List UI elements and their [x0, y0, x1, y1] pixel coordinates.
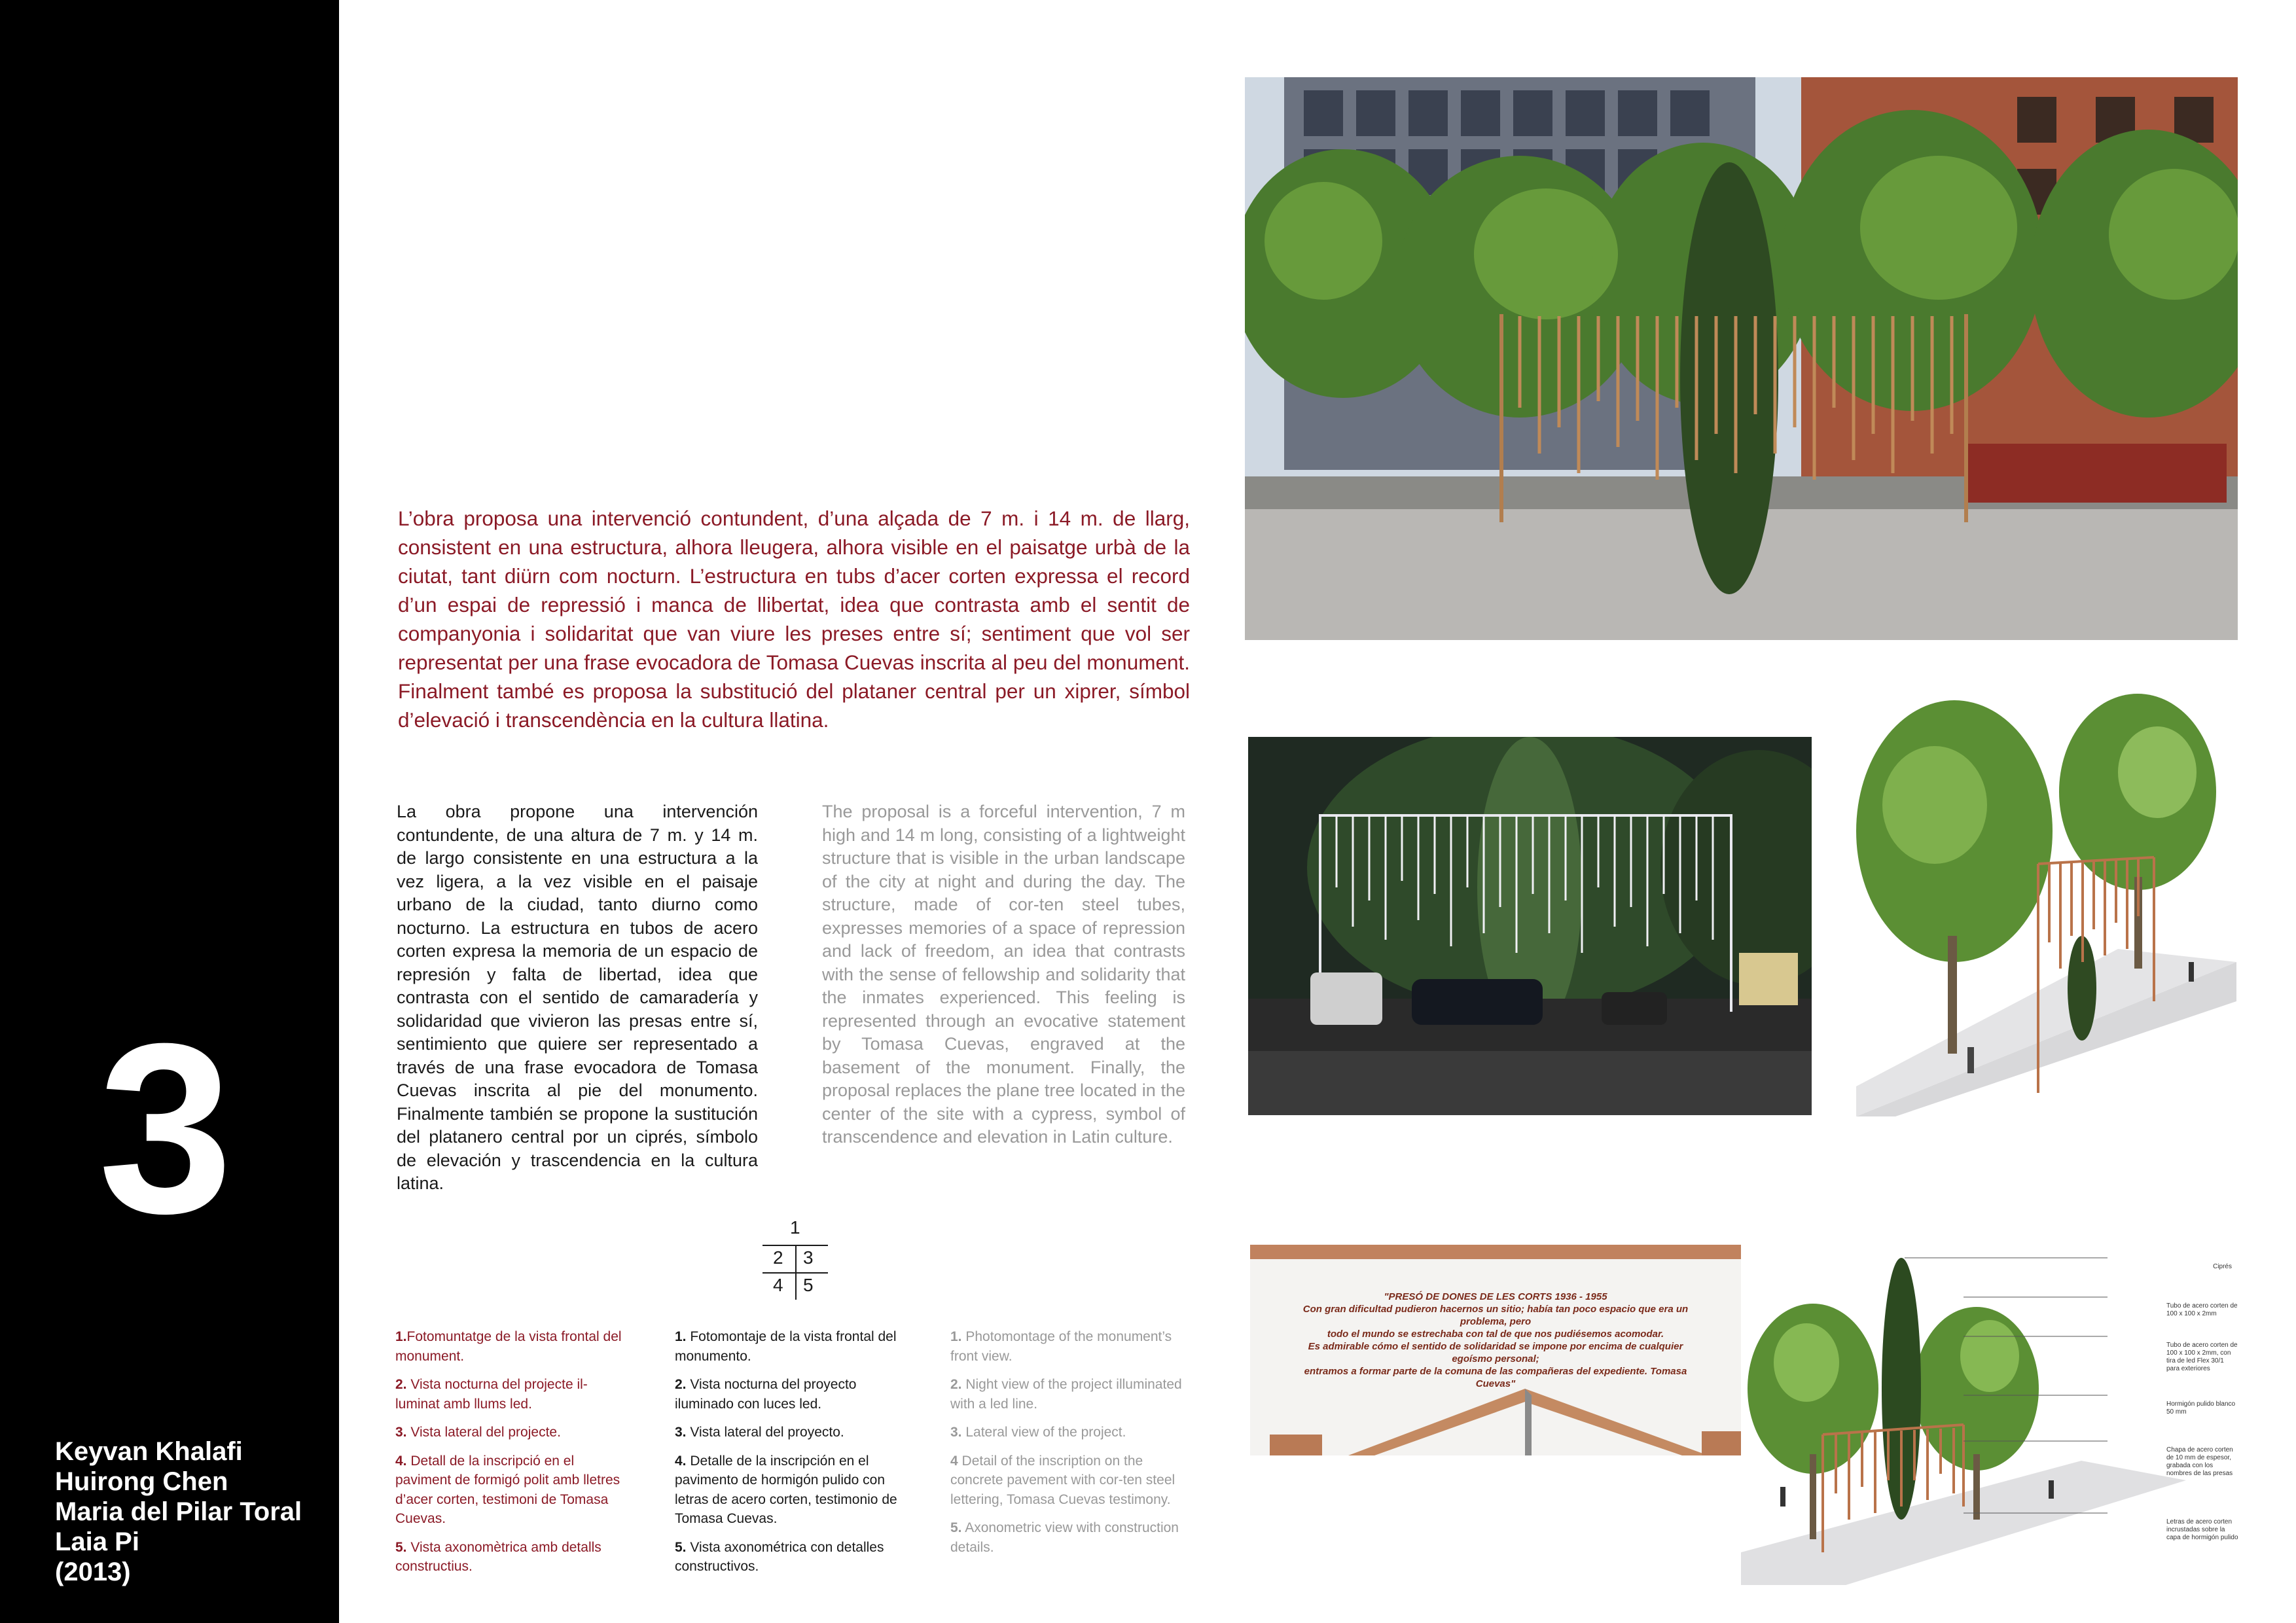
caption-item: 1.Fotomuntatge de la vista frontal del monument. [395, 1329, 622, 1364]
grid-key-4: 4 [773, 1275, 783, 1295]
author-name: Maria del Pilar Toral [55, 1497, 302, 1526]
grid-key-5: 5 [803, 1275, 814, 1295]
caption-item: 3. Vista lateral del proyecto. [675, 1425, 844, 1440]
english-description: The proposal is a forceful intervention, 7 m high and 14 m long, consisting of a lightweight structure that is visible in the urban landscape of the city at night and during the day. The structure, made of cor-ten steel tubes, expresses memories of a space of repression and lack of freedom, an idea that contrasts with the sense of fellowship and solidarity that the inmates experienced. This feeling is represented through an evocative statement by Tomasa Cuevas, engraved at the basement of the monument. Finally, the proposal replaces the plane tree located in the center of the site with a cypress, symbol of transcendence and elevation in Latin culture. [822, 802, 1185, 1147]
inscription-title: "PRESÓ DE DONES DE LES CORTS 1936 - 1955 [1384, 1291, 1607, 1302]
inscription-line: Con gran dificultad pudieron hacernos un sitio; había tan poco espacio que era un problema, pero [1302, 1304, 1689, 1327]
image-grid-key [762, 1217, 828, 1300]
caption-item: 1. Photomontage of the monument’s front view. [950, 1329, 1172, 1364]
photo-night-view [1248, 737, 1812, 1115]
inscription-line: entramos a formar parte de la comuna de las compañeras del expediente. Tomasa Cuevas" [1304, 1366, 1687, 1389]
project-number: 3 [98, 993, 226, 1264]
spanish-description: La obra propone una intervención contundente, de una altura de 7 m. y 14 m. de largo consistente en una estructura a la vez ligera, a la vez visible en el paisaje urbano de la ciudad, tanto diurno como nocturno. La estructura en tubos de acero corten expresa la memoria de un espacio de represión y falta de libertad, idea que contrasta con el sentido de camaradería y solidaridad que vivieron las presas entre sí, sentimiento que quiere ser representado a través de una frase evocadora de Tomasa Cuevas inscrita al pie del monumento. Finalmente también se propone la sustitución del platanero central por un ciprés, símbolo de elevación y trascendencia en la cultura latina. [397, 802, 758, 1193]
captions-spanish [675, 1327, 910, 1586]
caption-item: 5. Vista axonomètrica amb detalls constructius. [395, 1539, 601, 1574]
inscription-text [1293, 1291, 1698, 1390]
caption-item: 5. Axonometric view with construction details. [950, 1520, 1179, 1555]
year: (2013) [55, 1558, 131, 1586]
axo-label: Hormigón pulido blanco 50 mm [2166, 1400, 2236, 1416]
caption-item: 2. Night view of the project illuminated with a led line. [950, 1377, 1182, 1412]
caption-item: 3. Lateral view of the project. [950, 1425, 1126, 1440]
inscription-line: todo el mundo se estrechaba con tal de que nos pudiésemos acomodar. [1327, 1329, 1664, 1340]
caption-item: 4. Detalle de la inscripción en el pavimento de hormigón pulido con letras de acero corten, testimonio de Tomasa Cuevas. [675, 1453, 897, 1526]
author-name: Laia Pi [55, 1527, 139, 1556]
photo-front-view [1245, 77, 2238, 640]
axo-label: Tubo de acero corten de 100 x 100 x 2mm [2166, 1302, 2238, 1317]
axo-label: Tubo de acero corten de 100 x 100 x 2mm, con tira de led Flex 30/1 para exteriores [2166, 1342, 2238, 1372]
author-name: Keyvan Khalafi [55, 1437, 243, 1466]
caption-item: 5. Vista axonométrica con detalles constructivos. [675, 1539, 884, 1574]
sidebar [0, 0, 339, 1623]
caption-item: 1. Fotomontaje de la vista frontal del monumento. [675, 1329, 897, 1364]
inscription-line: Es admirable cómo el sentido de solidaridad se impone por encima de cualquier egoísmo personal; [1308, 1341, 1683, 1364]
captions-english [950, 1327, 1186, 1566]
grid-key-3: 3 [803, 1247, 814, 1268]
catalan-description: L’obra proposa una intervenció contundent, d’una alçada de 7 m. i 14 m. de llarg, consistent en una estructura, alhora lleugera, alhora visible en el paisatge urbà de la ciutat, tant diürn com nocturn. L’estructura en tubs d’acer corten expressa el record d’un espai de repressió i manca de llibertat, idea que contrasta amb el sentit de companyonia i solidaritat que van viure les preses entre sí; sentiment que vol ser representat per una frase evocadora de Tomasa Cuevas inscrita al peu del monument. Finalment també es proposa la substitució del plataner central per un xiprer, símbol d’elevació i transcendència en la cultura llatina. [398, 507, 1190, 732]
divider [795, 1245, 797, 1300]
axo-label: Chapa de acero corten de 10 mm de espesor, grabada con los nombres de las presas [2166, 1446, 2233, 1477]
grid-key-2: 2 [773, 1247, 783, 1268]
axo-label: Letras de acero corten incrustadas sobre la capa de hormigón pulido [2166, 1518, 2238, 1541]
axo-label: Ciprés [2213, 1263, 2232, 1270]
caption-item: 3. Vista lateral del projecte. [395, 1425, 561, 1440]
caption-item: 2. Vista nocturna del proyecto iluminado con luces led. [675, 1377, 857, 1412]
caption-item: 4 Detail of the inscription on the concrete pavement with cor-ten steel lettering, Tomasa Cuevas testimony. [950, 1453, 1175, 1507]
author-name: Huirong Chen [55, 1467, 228, 1496]
caption-item: 2. Vista nocturna del projecte il-luminat amb llums led. [395, 1377, 588, 1412]
grid-key-1: 1 [790, 1217, 800, 1238]
captions-catalan [395, 1327, 631, 1586]
authors [55, 1436, 302, 1587]
render-lateral-view [1856, 661, 2236, 1116]
render-axonometric-view [1741, 1245, 2238, 1585]
caption-item: 4. Detall de la inscripció en el paviment de formigó polit amb lletres d’acer corten, testimoni de Tomasa Cuevas. [395, 1453, 620, 1526]
